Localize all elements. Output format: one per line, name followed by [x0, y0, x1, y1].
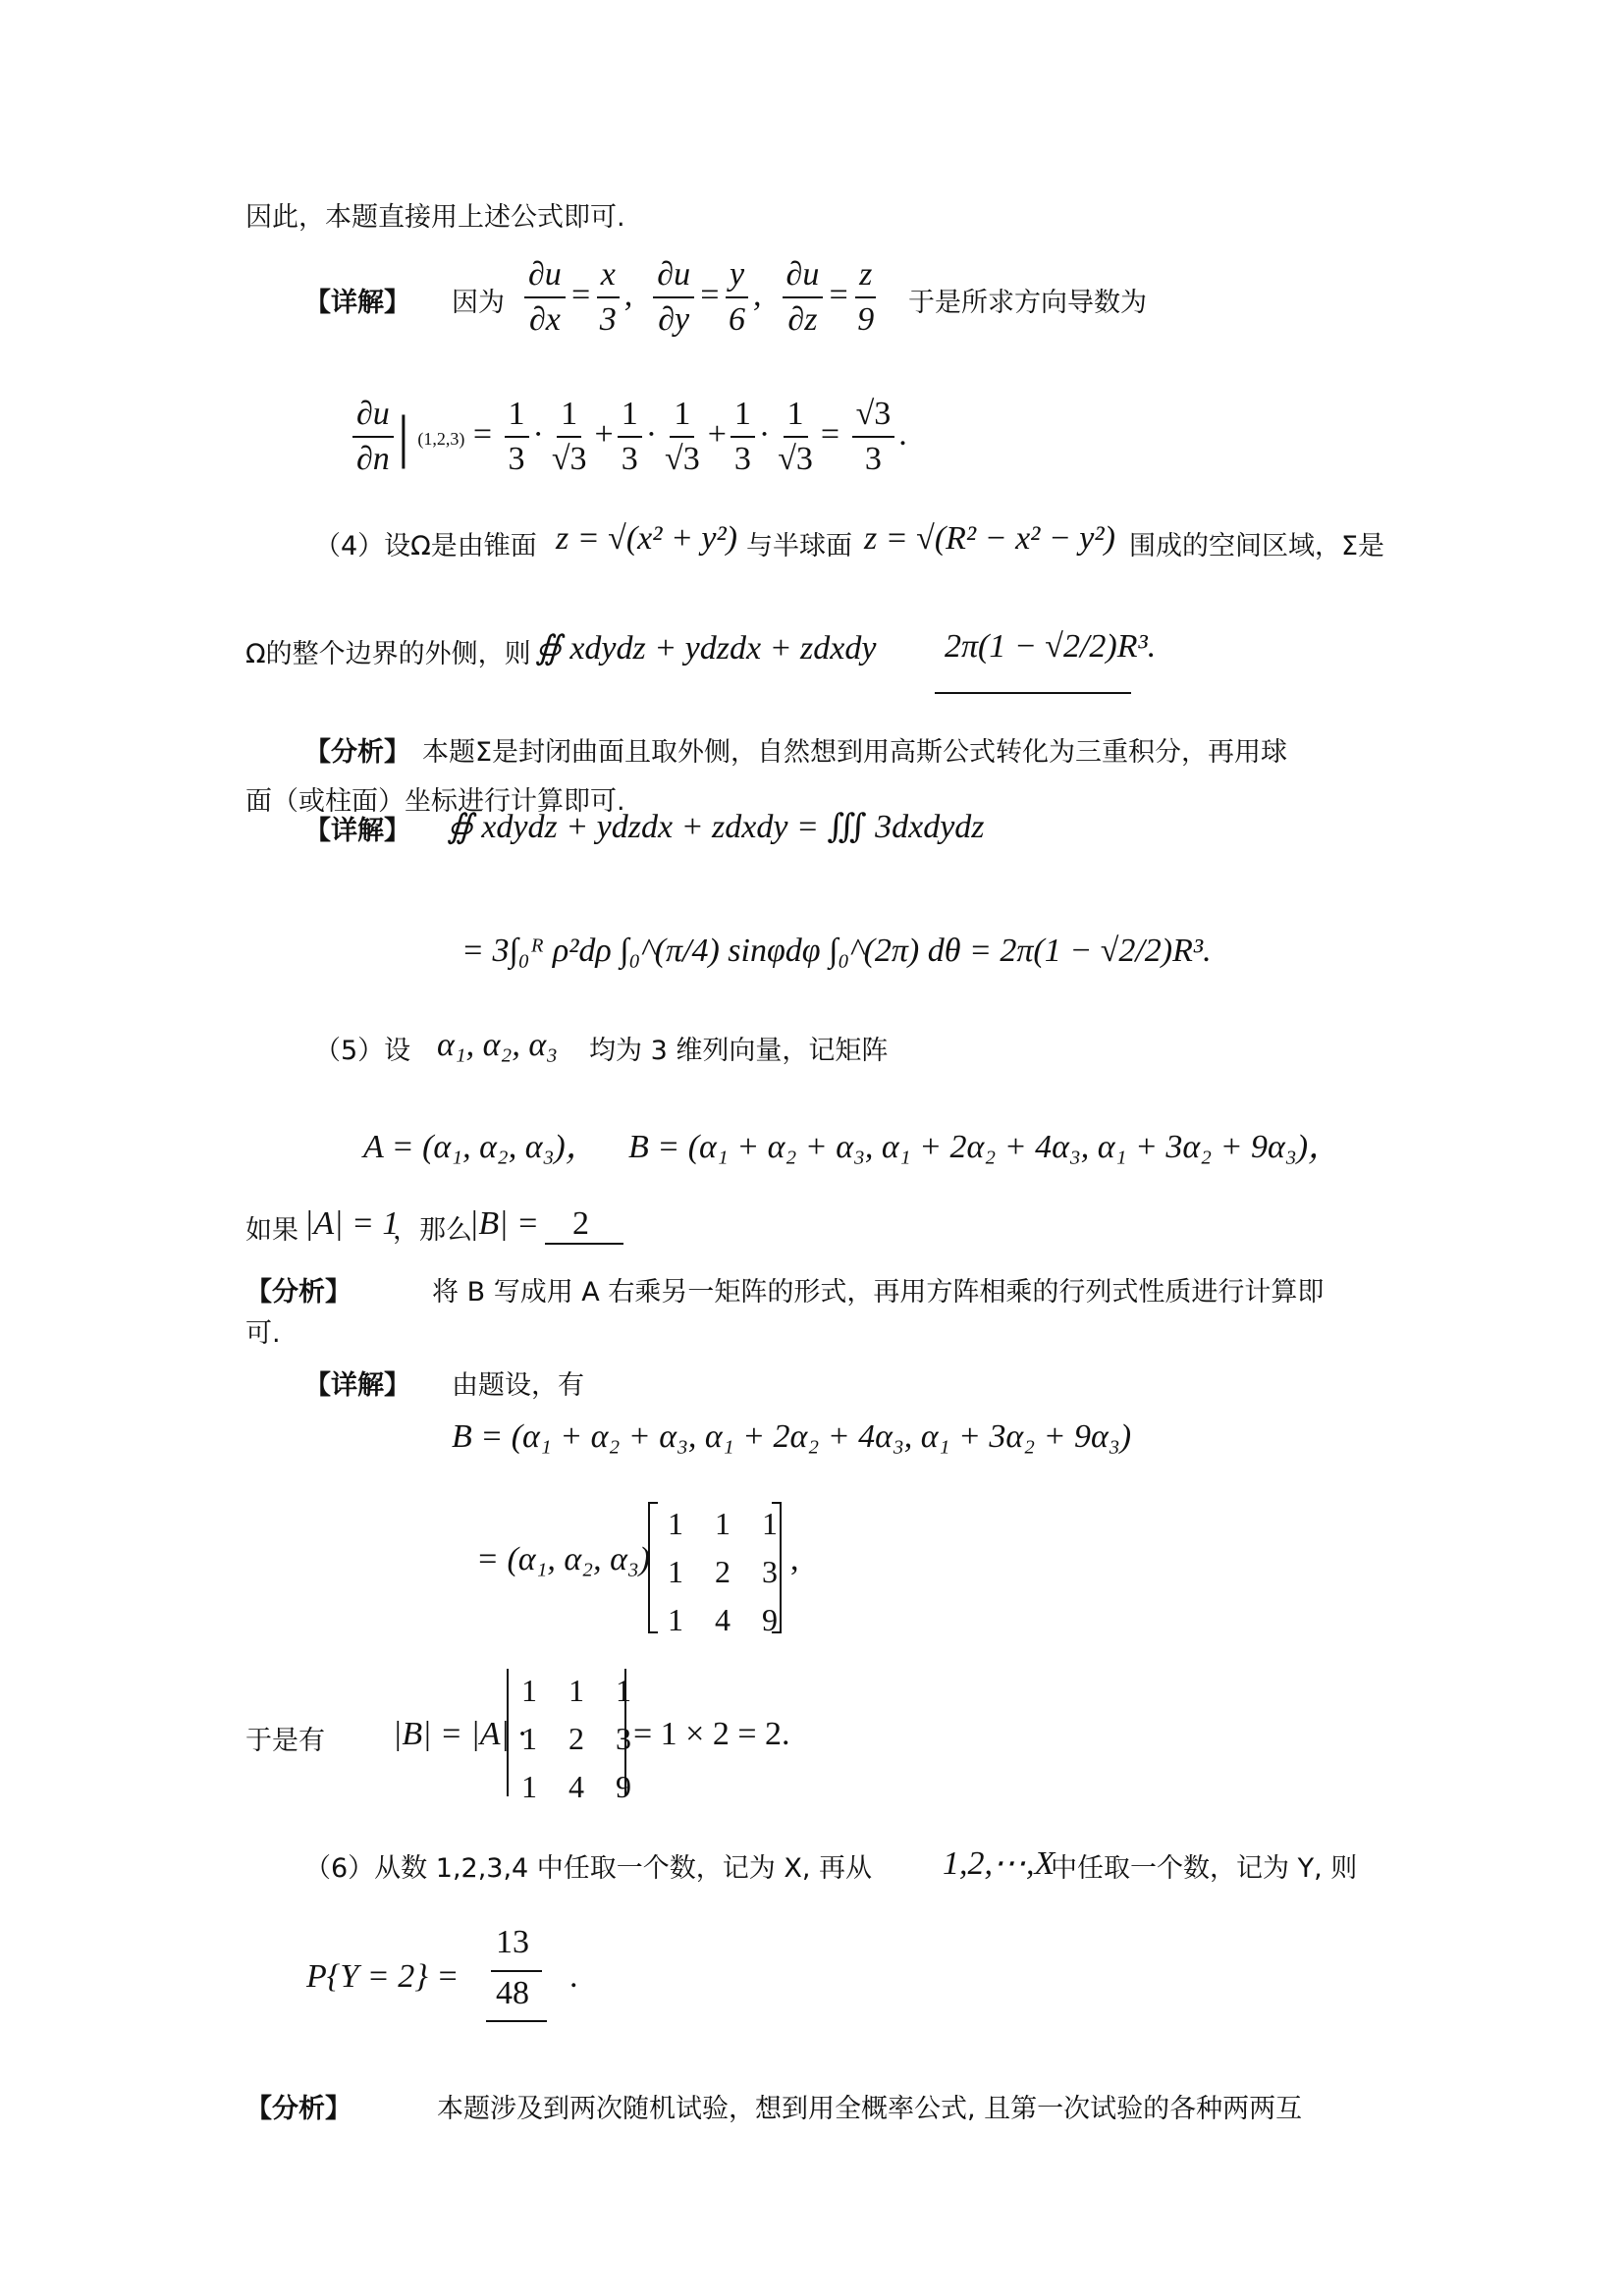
analysis-text: 将 B 写成用 A 右乘另一矩阵的形式，再用方阵相乘的行列式性质进行计算即: [432, 1277, 1325, 1308]
analysis-text: 面（或柱面）坐标进行计算即可.: [245, 786, 625, 817]
comma: ,: [790, 1541, 799, 1577]
spherical-coordinates: = 3∫₀ᴿ ρ²dρ ∫₀^(π/4) sinφdφ ∫₀^(2π) dθ = 2π(1 − √2/2)R³.: [461, 933, 1212, 969]
surface-integral: ∯ xdydz + ydzdx + zdxdy: [535, 630, 877, 667]
abs-A: |A| = 1: [304, 1205, 400, 1242]
question-6-a: （6）从数 1,2,3,4 中任取一个数，记为 X, 再从: [304, 1853, 873, 1884]
coefficient-matrix: 1 1 1 1 2 3 1 4 9: [668, 1506, 778, 1637]
sequence: 1,2,⋯,X: [943, 1845, 1056, 1882]
question-5-b: 均为 3 维列向量，记矩阵: [589, 1036, 889, 1066]
question-4-line2: Ω的整个边界的外侧，则: [245, 639, 531, 669]
text-segment: 因为: [452, 288, 505, 318]
analysis-text: 可.: [245, 1318, 281, 1349]
cone-formula: z = √(x² + y²): [556, 520, 737, 557]
answer-underline: [545, 1243, 623, 1245]
section-label: 【分析】: [245, 1277, 352, 1308]
fraction-bar: [491, 1970, 542, 1972]
answer-underline: [935, 692, 1131, 694]
matrix-bracket-right: [772, 1502, 782, 1633]
directional-derivative: $\frac{\partial u}{\partial n}$ | (1,2,3) = $\frac{1}{3}$ · $\frac{1}{√3}$ + $\frac{1}{3}$ · $\frac{1}{√3}$ + $\frac{1}{3}$ · $\frac{1}{√3}$ = $\frac{√3}{3}$ .: [349, 393, 907, 481]
det-rhs: = 1 × 2 = 2.: [633, 1716, 790, 1752]
partial-derivatives: $\frac{\partial u}{\partial x}$ = $\frac{x}{3}$ , $\frac{\partial u}{\partial y}$ = $\frac{y}{6}$ , $\frac{\partial u}{\partial z}$ = $\frac{z}{9}$: [520, 253, 882, 342]
alpha-product: = (α₁, α₂, α₃): [476, 1541, 651, 1577]
det-bar-right: [624, 1669, 626, 1796]
probability-expr: P{Y = 2} =: [306, 1958, 460, 1995]
section-label: 【详解】: [304, 288, 410, 318]
period: .: [569, 1958, 578, 1995]
A-definition: A = (α₁, α₂, α₃)，: [363, 1129, 599, 1165]
alpha-vectors: α₁, α₂, α₃: [437, 1027, 559, 1063]
so-text: 于是有: [245, 1726, 325, 1756]
question-6-b: 中任取一个数，记为 Y, 则: [1051, 1853, 1358, 1884]
question-5-c: 如果: [245, 1215, 298, 1246]
question-4-line1-a: （4）设Ω是由锥面: [314, 531, 537, 561]
text-line: 因此，本题直接用上述公式即可.: [245, 202, 625, 233]
section-label: 【详解】: [304, 816, 410, 846]
section-label: 【分析】: [304, 737, 410, 768]
q4-answer: 2π(1 − √2/2)R³.: [945, 628, 1157, 665]
answer-underline: [486, 2020, 547, 2022]
question-5-a: （5）设: [314, 1036, 411, 1066]
question-5-d: ，那么: [393, 1215, 472, 1246]
section-label: 【分析】: [245, 2094, 352, 2124]
B-expansion: B = (α₁ + α₂ + α₃, α₁ + 2α₂ + 4α₃, α₁ + 3α₂ + 9α₃): [452, 1418, 1132, 1455]
q6-answer-den: 48: [496, 1975, 529, 2011]
abs-B: |B| =: [469, 1205, 539, 1242]
analysis-text: 本题Σ是封闭曲面且取外侧，自然想到用高斯公式转化为三重积分，再用球: [422, 737, 1288, 768]
gauss-integral: ∯ xdydz + ydzdx + zdxdy = ∭ 3dxdydz: [447, 809, 985, 845]
det-lhs: |B| = |A| ·: [393, 1716, 526, 1752]
section-label: 【详解】: [304, 1370, 410, 1401]
analysis-text: 本题涉及到两次随机试验，想到用全概率公式, 且第一次试验的各种两两互: [437, 2094, 1303, 2124]
question-4-line1-c: 围成的空间区域，Σ是: [1129, 531, 1385, 561]
detail-text: 由题设，有: [452, 1370, 584, 1401]
text-segment: 于是所求方向导数为: [908, 288, 1147, 318]
q6-answer-num: 13: [496, 1924, 529, 1960]
B-definition: B = (α₁ + α₂ + α₃, α₁ + 2α₂ + 4α₃, α₁ + 3α₂ + 9α₃)，: [628, 1129, 1342, 1165]
q5-answer: 2: [572, 1205, 589, 1242]
determinant-matrix: 1 1 1 1 2 3 1 4 9: [521, 1673, 631, 1804]
sphere-formula: z = √(R² − x² − y²): [864, 520, 1115, 557]
question-4-line1-b: 与半球面: [746, 531, 852, 561]
